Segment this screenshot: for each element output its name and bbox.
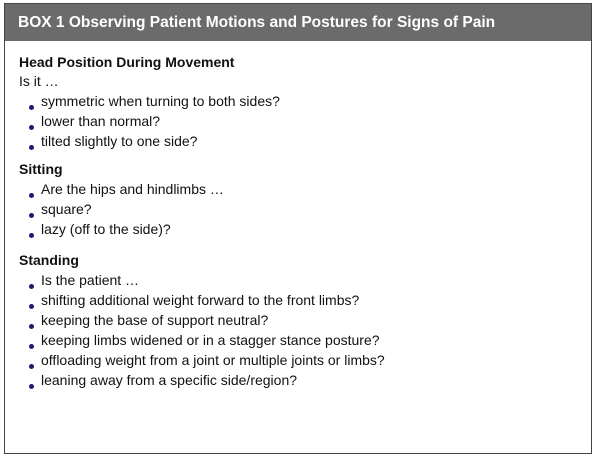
section-standing xyxy=(19,251,591,390)
bullet-icon xyxy=(29,145,34,150)
list-item xyxy=(19,111,591,131)
bullet-list xyxy=(19,91,591,151)
list-item xyxy=(19,199,591,219)
bullet-icon xyxy=(29,105,34,110)
section-heading: Head Position During Movement xyxy=(19,54,235,70)
list-item xyxy=(19,350,591,370)
list-item-text: lazy (off to the side)? xyxy=(41,221,171,237)
bullet-icon xyxy=(29,213,34,218)
list-item xyxy=(19,330,591,350)
list-item xyxy=(19,270,591,290)
box-content xyxy=(5,41,591,390)
bullet-icon xyxy=(29,344,34,349)
info-box xyxy=(4,3,592,454)
list-item-text: Are the hips and hindlimbs … xyxy=(41,181,224,197)
list-item-text: square? xyxy=(41,201,92,217)
list-item xyxy=(19,219,591,239)
bullet-icon xyxy=(29,284,34,289)
bullet-icon xyxy=(29,193,34,198)
list-item-text: tilted slightly to one side? xyxy=(41,133,198,149)
bullet-icon xyxy=(29,233,34,238)
bullet-icon xyxy=(29,324,34,329)
list-item-text: symmetric when turning to both sides? xyxy=(41,93,280,109)
section-heading: Sitting xyxy=(19,161,63,177)
list-item-text: shifting additional weight forward to the front limbs? xyxy=(41,292,360,308)
list-item xyxy=(19,290,591,310)
bullet-icon xyxy=(29,384,34,389)
list-item-text: offloading weight from a joint or multiple joints or limbs? xyxy=(41,352,385,368)
list-item-text: keeping limbs widened or in a stagger stance posture? xyxy=(41,332,380,348)
list-item-text: lower than normal? xyxy=(41,113,161,129)
section-intro: Is it … xyxy=(19,73,59,89)
section-head-position xyxy=(19,53,591,151)
list-item-text: leaning away from a specific side/region? xyxy=(41,372,298,388)
list-item xyxy=(19,179,591,199)
bullet-list xyxy=(19,179,591,239)
bullet-icon xyxy=(29,364,34,369)
list-item xyxy=(19,310,591,330)
list-item xyxy=(19,91,591,111)
list-item xyxy=(19,370,591,390)
list-item-text: keeping the base of support neutral? xyxy=(41,312,269,328)
list-item xyxy=(19,131,591,151)
list-item-text: Is the patient … xyxy=(41,272,140,288)
box-title: BOX 1 Observing Patient Motions and Postures for Signs of Pain xyxy=(5,4,591,41)
section-sitting xyxy=(19,160,591,239)
bullet-list xyxy=(19,270,591,390)
bullet-icon xyxy=(29,125,34,130)
bullet-icon xyxy=(29,304,34,309)
section-heading: Standing xyxy=(19,252,79,268)
